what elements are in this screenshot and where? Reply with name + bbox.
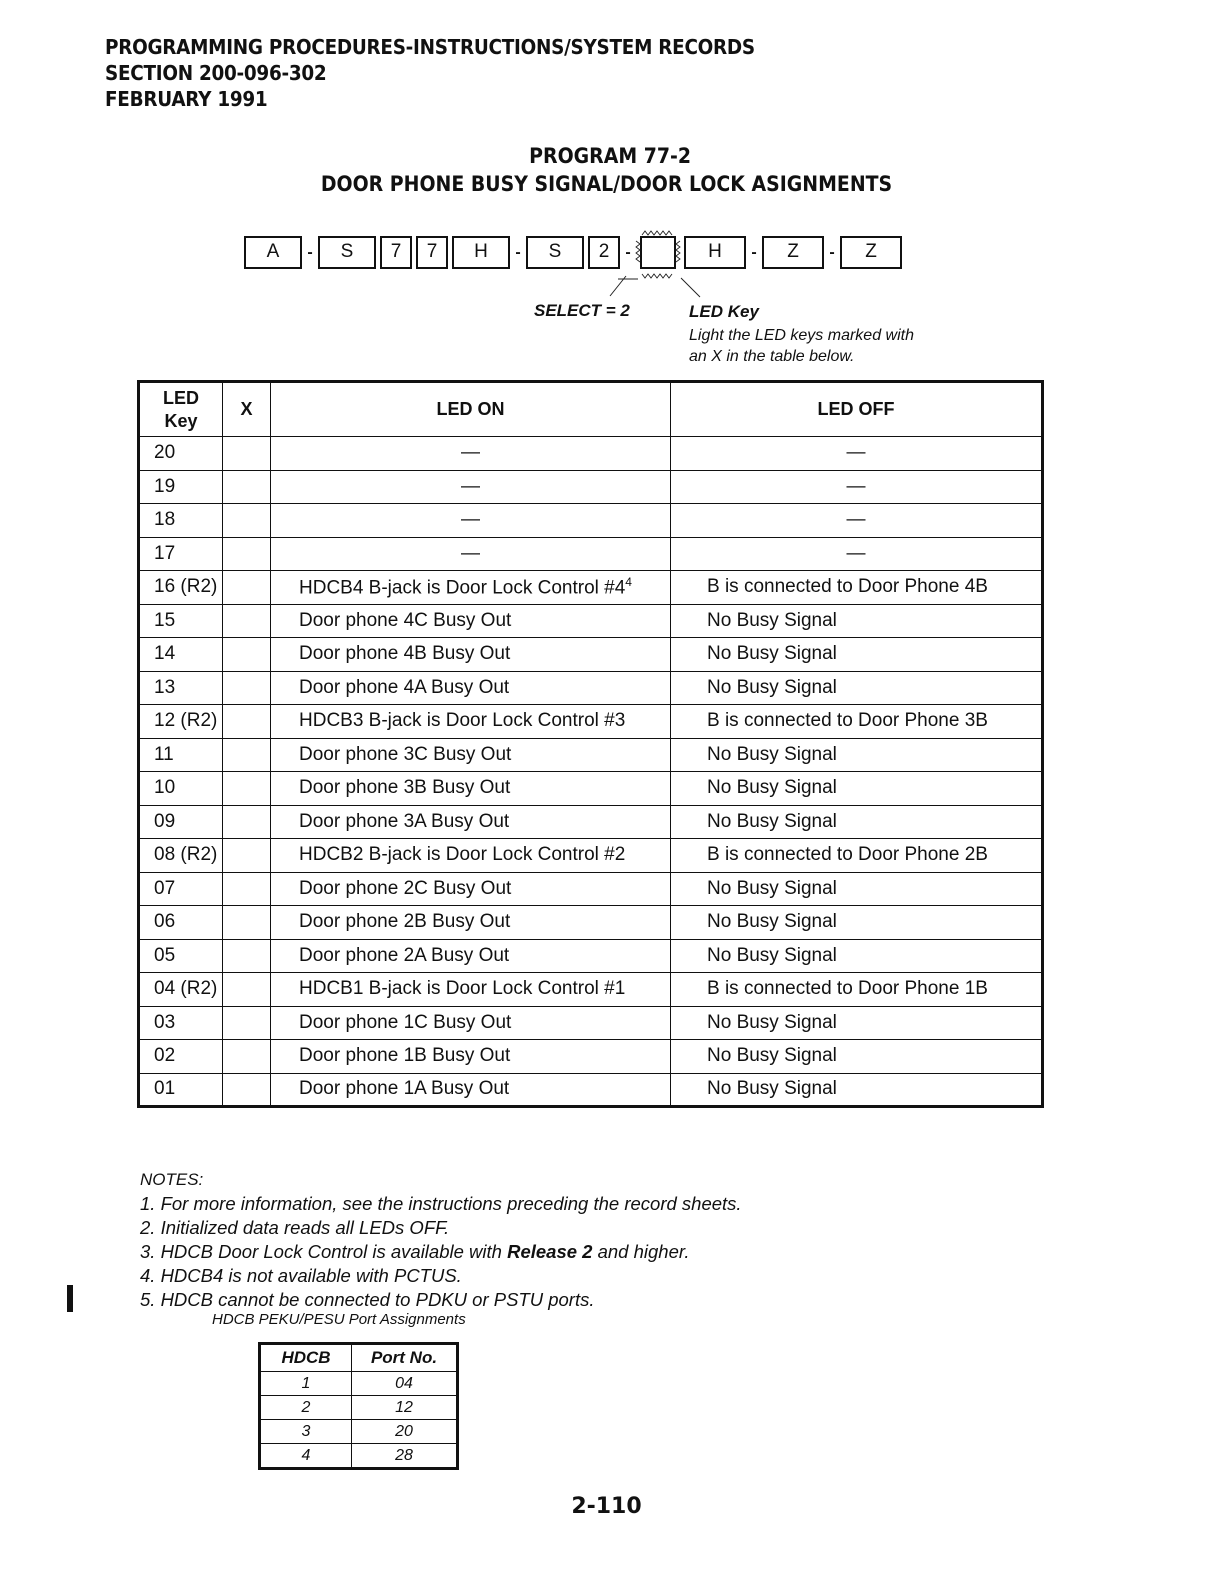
led-off-cell: No Busy Signal	[671, 1040, 1043, 1074]
led-key-cell: 17	[139, 537, 223, 571]
header-line-3: FEBRUARY 1991	[105, 87, 268, 111]
page-number: 2-110	[571, 1494, 642, 1519]
led-on-cell: Door phone 2A Busy Out	[271, 939, 671, 973]
led-off-cell: No Busy Signal	[671, 671, 1043, 705]
table-row	[139, 872, 1043, 906]
led-off-cell: No Busy Signal	[671, 1073, 1043, 1107]
key-box-s: S	[318, 236, 376, 269]
led-key-cell: 02	[139, 1040, 223, 1074]
sequence-separator: -	[515, 243, 521, 261]
program-subtitle: DOOR PHONE BUSY SIGNAL/DOOR LOCK ASIGNMENTS	[320, 172, 893, 196]
table-header-row	[139, 382, 1043, 437]
key-box-7a: 7	[380, 236, 412, 269]
x-mark-cell	[223, 470, 271, 504]
key-box-select: 2	[588, 236, 620, 269]
led-key-cell: 14	[139, 638, 223, 672]
x-mark-cell	[223, 671, 271, 705]
table-row	[139, 537, 1043, 571]
sequence-separator: -	[829, 243, 835, 261]
led-on-cell: Door phone 3A Busy Out	[271, 805, 671, 839]
table-row	[139, 772, 1043, 806]
table-row	[139, 973, 1043, 1007]
hdcb-cell: 1	[260, 1372, 352, 1396]
revision-bar	[67, 1285, 73, 1312]
port-assignment-table	[258, 1342, 459, 1470]
port-no-cell: 04	[352, 1372, 458, 1396]
table-row	[139, 805, 1043, 839]
header-x: X	[223, 382, 271, 437]
table-row	[139, 638, 1043, 672]
table-row	[139, 906, 1043, 940]
key-box-z: Z	[762, 236, 824, 269]
callout-lines	[0, 0, 1213, 320]
table-row	[139, 939, 1043, 973]
hdcb-cell: 2	[260, 1396, 352, 1420]
led-off-cell: —	[671, 537, 1043, 571]
table-row	[139, 571, 1043, 605]
led-off-cell: No Busy Signal	[671, 738, 1043, 772]
led-on-cell: HDCB2 B-jack is Door Lock Control #2	[271, 839, 671, 873]
led-off-cell: B is connected to Door Phone 4B	[671, 571, 1043, 605]
x-mark-cell	[223, 839, 271, 873]
key-box-a: A	[244, 236, 302, 269]
x-mark-cell	[223, 537, 271, 571]
port-table-row	[260, 1396, 458, 1420]
header-line-2: SECTION 200-096-302	[105, 61, 327, 85]
port-table-row	[260, 1420, 458, 1444]
led-key-cell: 10	[139, 772, 223, 806]
x-mark-cell	[223, 906, 271, 940]
hdcb-cell: 3	[260, 1420, 352, 1444]
header-led-key: LED Key	[139, 382, 223, 437]
led-on-cell: Door phone 1C Busy Out	[271, 1006, 671, 1040]
led-key-cell: 06	[139, 906, 223, 940]
led-assignment-table	[137, 380, 1044, 1108]
led-key-cell: 08 (R2)	[139, 839, 223, 873]
led-on-cell: Door phone 4B Busy Out	[271, 638, 671, 672]
port-table-header	[260, 1344, 458, 1372]
led-off-cell: —	[671, 470, 1043, 504]
port-no-cell: 20	[352, 1420, 458, 1444]
x-mark-cell	[223, 437, 271, 471]
x-mark-cell	[223, 872, 271, 906]
led-on-cell: Door phone 1A Busy Out	[271, 1073, 671, 1107]
key-box-s2: S	[526, 236, 584, 269]
x-mark-cell	[223, 939, 271, 973]
port-table-caption: HDCB PEKU/PESU Port Assignments	[212, 1311, 466, 1328]
port-table-row	[260, 1372, 458, 1396]
table-row	[139, 671, 1043, 705]
led-key-cell: 05	[139, 939, 223, 973]
led-key-description: Light the LED keys marked with an X in the table below.	[689, 327, 914, 365]
x-mark-cell	[223, 571, 271, 605]
table-row	[139, 437, 1043, 471]
led-on-cell: HDCB1 B-jack is Door Lock Control #1	[271, 973, 671, 1007]
table-row	[139, 470, 1043, 504]
led-key-cell: 12 (R2)	[139, 705, 223, 739]
table-row	[139, 504, 1043, 538]
notes-heading: NOTES:	[140, 1170, 204, 1189]
led-off-cell: —	[671, 437, 1043, 471]
note-3: 3. HDCB Door Lock Control is available with Release 2 and higher.	[140, 1241, 690, 1262]
port-no-cell: 28	[352, 1444, 458, 1469]
x-mark-cell	[223, 805, 271, 839]
note-2: 2. Initialized data reads all LEDs OFF.	[140, 1217, 450, 1238]
key-box-h: H	[452, 236, 510, 269]
table-row	[139, 1040, 1043, 1074]
key-box-z2: Z	[840, 236, 902, 269]
port-table-body	[260, 1372, 458, 1469]
key-box-h2: H	[684, 236, 746, 269]
x-mark-cell	[223, 1073, 271, 1107]
table-row	[139, 604, 1043, 638]
sequence-separator: -	[625, 243, 631, 261]
led-off-cell: No Busy Signal	[671, 939, 1043, 973]
port-table-row	[260, 1444, 458, 1469]
x-mark-cell	[223, 504, 271, 538]
table-row	[139, 705, 1043, 739]
led-off-cell: —	[671, 504, 1043, 538]
key-box-7b: 7	[416, 236, 448, 269]
led-key-cell: 03	[139, 1006, 223, 1040]
led-on-cell: Door phone 1B Busy Out	[271, 1040, 671, 1074]
led-key-cell: 13	[139, 671, 223, 705]
x-mark-cell	[223, 772, 271, 806]
table-row	[139, 738, 1043, 772]
header-line-1: PROGRAMMING PROCEDURES-INSTRUCTIONS/SYSTEM RECORDS	[105, 35, 755, 59]
led-off-cell: No Busy Signal	[671, 772, 1043, 806]
table-body	[139, 437, 1043, 1107]
sequence-separator: -	[751, 243, 757, 261]
x-mark-cell	[223, 638, 271, 672]
led-off-cell: No Busy Signal	[671, 638, 1043, 672]
led-off-cell: No Busy Signal	[671, 1006, 1043, 1040]
led-key-cell: 19	[139, 470, 223, 504]
led-off-cell: B is connected to Door Phone 3B	[671, 705, 1043, 739]
led-off-cell: No Busy Signal	[671, 872, 1043, 906]
led-key-cell: 01	[139, 1073, 223, 1107]
note-4: 4. HDCB4 is not available with PCTUS.	[140, 1265, 462, 1286]
led-on-cell: Door phone 4C Busy Out	[271, 604, 671, 638]
led-key-label: LED Key	[689, 302, 759, 321]
led-on-cell: Door phone 4A Busy Out	[271, 671, 671, 705]
led-on-cell: —	[271, 470, 671, 504]
table-row	[139, 839, 1043, 873]
led-key-cell: 09	[139, 805, 223, 839]
led-on-cell: —	[271, 537, 671, 571]
led-on-cell: —	[271, 437, 671, 471]
table-row	[139, 1006, 1043, 1040]
led-off-cell: B is connected to Door Phone 2B	[671, 839, 1043, 873]
led-key-cell: 07	[139, 872, 223, 906]
led-on-cell: HDCB4 B-jack is Door Lock Control $\#4^4$	[271, 571, 671, 605]
led-on-cell: Door phone 2C Busy Out	[271, 872, 671, 906]
sequence-separator: -	[307, 243, 313, 261]
led-key-cell: 15	[139, 604, 223, 638]
led-key-cell: 11	[139, 738, 223, 772]
led-key-cell: 20	[139, 437, 223, 471]
header-led-off: LED OFF	[671, 382, 1043, 437]
header-hdcb: HDCB	[260, 1344, 352, 1372]
led-off-cell: No Busy Signal	[671, 604, 1043, 638]
select-label: SELECT = 2	[534, 301, 630, 320]
x-mark-cell	[223, 738, 271, 772]
hdcb-cell: 4	[260, 1444, 352, 1469]
table-row	[139, 1073, 1043, 1107]
led-on-cell: Door phone 2B Busy Out	[271, 906, 671, 940]
led-on-cell: Door phone 3B Busy Out	[271, 772, 671, 806]
x-mark-cell	[223, 1006, 271, 1040]
note-5: 5. HDCB cannot be connected to PDKU or PSTU ports.	[140, 1289, 595, 1310]
notes-section	[140, 1168, 742, 1312]
led-off-cell: No Busy Signal	[671, 906, 1043, 940]
note-1: 1. For more information, see the instructions preceding the record sheets.	[140, 1193, 742, 1214]
x-mark-cell	[223, 973, 271, 1007]
led-key-cell: 18	[139, 504, 223, 538]
led-on-cell: Door phone 3C Busy Out	[271, 738, 671, 772]
port-no-cell: 12	[352, 1396, 458, 1420]
led-on-cell: HDCB3 B-jack is Door Lock Control #3	[271, 705, 671, 739]
led-key-cell: 16 (R2)	[139, 571, 223, 605]
led-off-cell: B is connected to Door Phone 1B	[671, 973, 1043, 1007]
led-on-cell: —	[271, 504, 671, 538]
led-off-cell: No Busy Signal	[671, 805, 1043, 839]
header-led-on: LED ON	[271, 382, 671, 437]
header-port-no: Port No.	[352, 1344, 458, 1372]
program-title: PROGRAM 77-2	[529, 144, 692, 168]
footnote-ref: 4	[625, 575, 632, 590]
x-mark-cell	[223, 705, 271, 739]
x-mark-cell	[223, 604, 271, 638]
x-mark-cell	[223, 1040, 271, 1074]
led-key-cell: 04 (R2)	[139, 973, 223, 1007]
